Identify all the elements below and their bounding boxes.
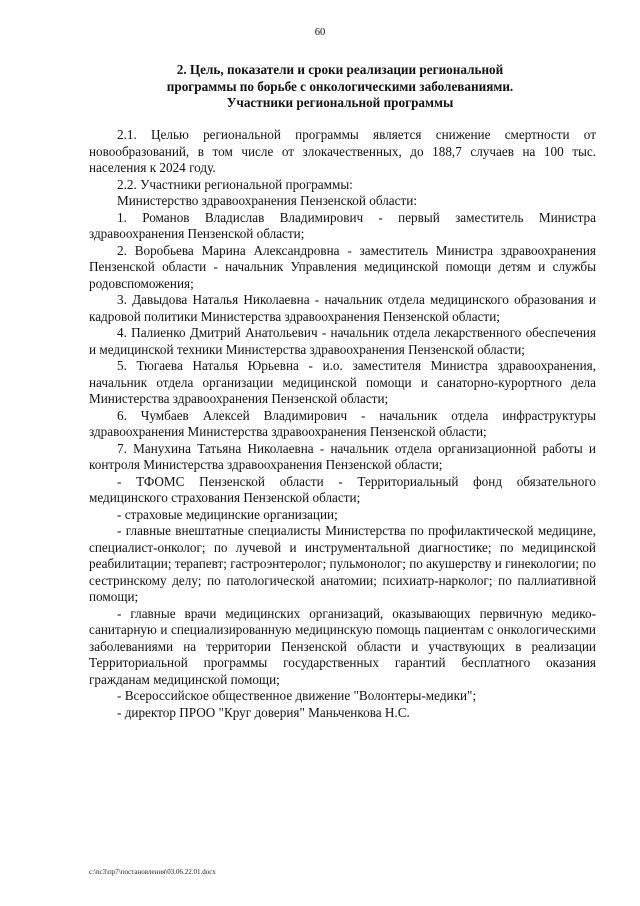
participant-item: 2. Воробьева Марина Александровна - заместитель Министра здравоохранения Пензенской области - начальник Управления медицинской помощи детям и службы родовспоможения; bbox=[89, 242, 596, 291]
page-number: 60 bbox=[314, 27, 326, 38]
participant-item: - главные внештатные специалисты Министерства по профилактической медицине, специалист-онколог; по лучевой и инструментальной диагностике; по медицинской реабилитации; терапевт; гастроэнтеролог; пульмонолог; по акушерству и гинекологии; по сестринскому делу; по патологической анатомии; психиатр-нарколог; по паллиативной помощи; bbox=[89, 523, 596, 604]
participant-item: 4. Палиенко Дмитрий Анатольевич - начальник отдела лекарственного обеспечения и медицинской техники Министерства здравоохранения Пензенской области; bbox=[89, 325, 596, 357]
participant-item: - ТФОМС Пензенской области - Территориальный фонд обязательного медицинского страхования Пензенской области; bbox=[89, 473, 596, 505]
paragraph-participants-heading: 2.2. Участники региональной программы: bbox=[117, 176, 353, 192]
section-title bbox=[60, 62, 620, 112]
participant-item: - страховые медицинские организации; bbox=[117, 506, 338, 522]
title-line-2: программы по борьбе с онкологическими заболеваниями. bbox=[166, 78, 514, 94]
participant-item: 1. Романов Владислав Владимирович - первый заместитель Министра здравоохранения Пензенской области; bbox=[89, 209, 596, 241]
participant-item: - главные врачи медицинских организаций, оказывающих первичную медико-санитарную и специализированную медицинскую помощь пациентам с онкологическими заболеваниями на территории Пензенской области и участвующих в реализации Территориальной программы государственных гарантий бесплатного оказания гражданам медицинской помощи; bbox=[89, 605, 596, 687]
paragraph-ministry: Министерство здравоохранения Пензенской области: bbox=[117, 193, 417, 208]
participant-item: 6. Чумбаев Алексей Владимирович - начальник отдела инфраструктуры здравоохранения Министерства здравоохранения Пензенской области; bbox=[89, 407, 596, 439]
participant-item: - Всероссийское общественное движение "Волонтеры-медики"; bbox=[117, 688, 477, 703]
paragraph-goal: 2.1. Целью региональной программы является снижение смертности от новообразований, в том числе от злокачественных, до 188,7 случаев на 100 тыс. населения к 2024 году. bbox=[89, 127, 596, 175]
document-body bbox=[89, 127, 596, 721]
participant-item: 3. Давыдова Наталья Николаевна - начальник отдела медицинского образования и кадровой политики Министерства здравоохранения Пензенской области; bbox=[89, 292, 596, 324]
title-line-3: Участники региональной программы bbox=[226, 95, 454, 110]
participant-item: 5. Тюгаева Наталья Юрьевна - и.о. заместителя Министра здравоохранения, начальник отдела организации медицинской помощи и санаторно-курортного дела Министерства здравоохранения Пензенской области; bbox=[89, 358, 596, 406]
title-line-1: 2. Цель, показатели и сроки реализации региональной bbox=[176, 62, 504, 77]
participant-item: - директор ПРОО "Круг доверия" Маньченкова Н.С. bbox=[117, 704, 410, 720]
participant-item: 7. Манухина Татьяна Николаевна - начальник отдела организационной работы и контроля Министерства здравоохранения Пензенской области; bbox=[89, 440, 596, 472]
footer-file-path: c:\nc3\пр7\постановления\03.06.22.01.docx bbox=[89, 868, 216, 876]
